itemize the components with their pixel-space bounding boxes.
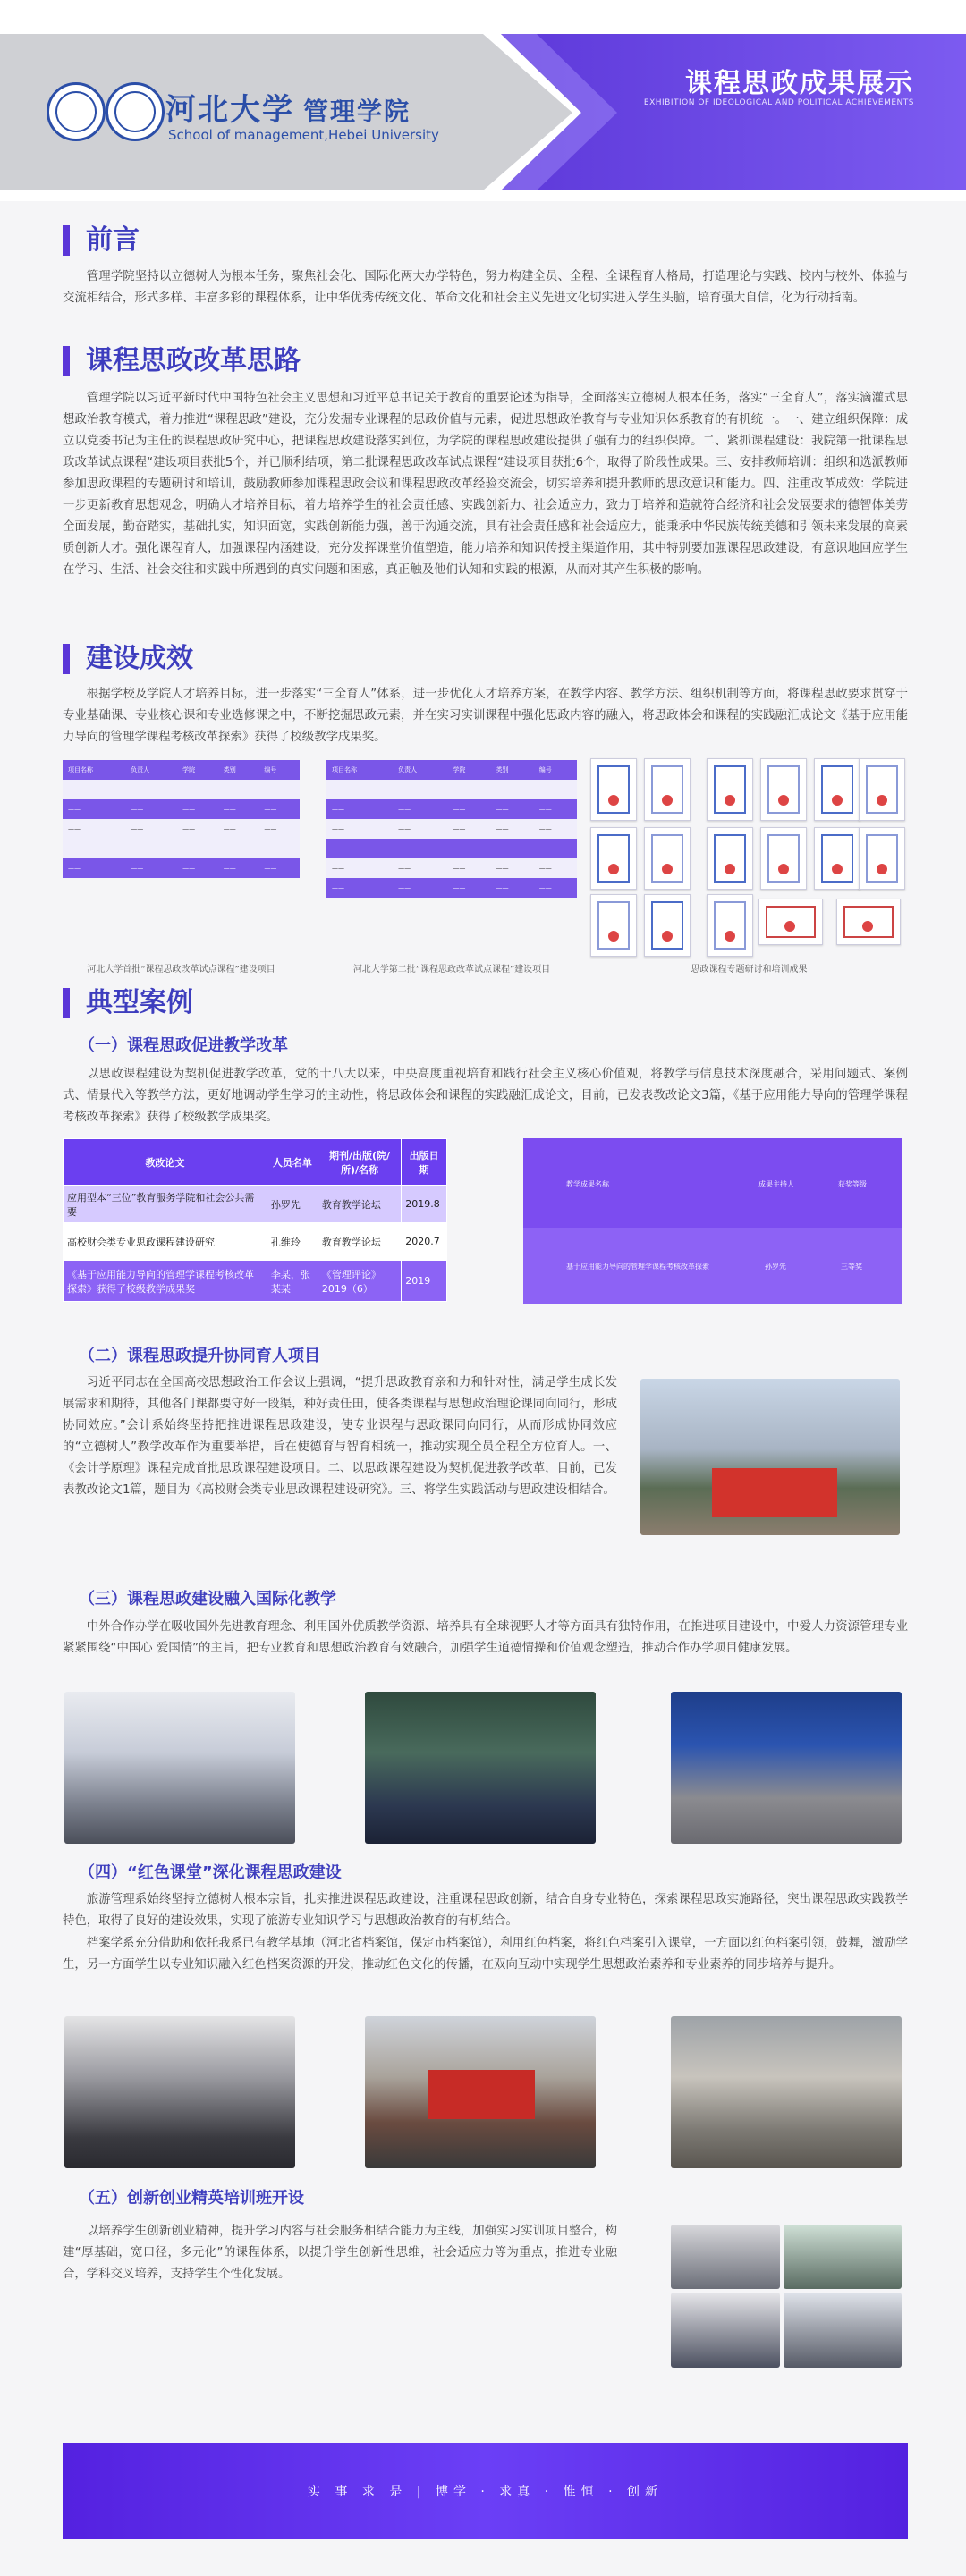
certificate-image	[644, 827, 691, 890]
training-photo-image	[671, 2293, 780, 2368]
university-seal-icon	[47, 82, 106, 141]
paper-table	[63, 1138, 447, 1302]
logo-text	[165, 85, 411, 129]
certificate-image	[644, 894, 691, 957]
award-level: 三等奖	[841, 1263, 862, 1271]
caption-first-batch: 河北大学首批“课程思政改革试点课程”建设项目	[87, 965, 275, 975]
red-flag-photo-image	[365, 2016, 596, 2168]
case-1-text: 以思政课程建设为契机促进教学改革，党的十八大以来，中央高度重视培育和践行社会主义核心价值观，将教学与信息技术深度融合，采用问题式、案例式、情景代入等教学方法，更好地调动学生学习的主动性，将思政体会和课程的实践融汇成论文，目前，已发表教改论文3篇，《基于应用能力导向的管理学课程考核改革探索》获得了校级教学成果奖。	[63, 1068, 908, 1124]
page-subtitle: EXHIBITION OF IDEOLOGICAL AND POLITICAL ACHIEVEMENTS	[643, 98, 914, 107]
archive-visit-photo-image	[671, 2016, 902, 2168]
caption-certificates: 思政课程专题研讨和培训成果	[691, 965, 808, 975]
training-photo-image	[784, 2225, 902, 2289]
section-title-reform: 课程思政改革思路	[63, 346, 301, 376]
paper-header-journal: 期刊/出版(院/所)/名称	[318, 1139, 401, 1186]
page-title: 课程思政成果展示	[685, 68, 914, 99]
certificate-image	[836, 899, 901, 945]
certificate-image	[590, 827, 637, 890]
certificate-image	[707, 827, 753, 890]
section-title-results: 建设成效	[63, 644, 193, 674]
paper-header-people: 人员名单	[267, 1139, 318, 1186]
case-3-title: （三）课程思政建设融入国际化教学	[79, 1590, 336, 1609]
certificate-image	[760, 827, 807, 890]
case-2-title: （二）课程思政提升协同育人项目	[79, 1347, 320, 1365]
results-text: 根据学校及学院人才培养目标，进一步落实“三全育人”体系，进一步优化人才培养方案，在教学内容、教学方法、组织机制等方面，将课程思政要求贯穿于专业基础课、专业核心课和专业选修课之中，不断挖掘思政元素，并在实习实训课程中强化思政内容的融入，将思政体会和课程的实践融汇成论文《基于应用能力导向的管理学课程考核改革探索》获得了校级教学成果奖。	[63, 688, 908, 744]
case-5-text: 以培养学生创新创业精神，提升学习内容与社会服务相结合能力为主线，加强实习实训项目整合，构建“厚基础，宽口径，多元化”的课程体系，以提升学生创新性思维，社会适应力等为重点，推进专业融合，学科交叉培养，支持学生个性化发展。	[63, 2225, 617, 2281]
seminar-photo-image	[64, 2016, 295, 2168]
certificate-image	[707, 758, 753, 821]
certificate-image	[814, 827, 860, 890]
training-photo-image	[784, 2293, 902, 2368]
logo-cn: 河北大学	[165, 92, 294, 128]
case-4-title: （四）“红色课堂”深化课程思政建设	[79, 1863, 342, 1882]
certificate-image	[707, 894, 753, 957]
award-name: 基于应用能力导向的管理学课程考核改革探索	[566, 1263, 709, 1271]
lecture-photo-image	[365, 1692, 596, 1844]
first-batch-table: 项目名称 负责人 学院 类别 编号 —— —— —— —— —— —— —— —— —— —— —— —— —— —— —— —— —— —— —— —— —— —— —— —— ——	[63, 760, 300, 878]
certificate-image	[814, 758, 860, 821]
caption-second-batch: 河北大学第二批“课程思政改革试点课程”建设项目	[352, 965, 551, 975]
group-photo-image	[640, 1379, 900, 1535]
footer-motto: 实 事 求 是 | 博学 · 求真 · 惟恒 · 创新	[307, 2485, 664, 2499]
case-3-text: 中外合作办学在吸收国外先进教育理念、利用国外优质教学资源、培养具有全球视野人才等方面具有独特作用，在推进项目建设中，中爱人力资源管理专业紧紧围绕“中国心 爱国情”的主旨，把专业教育和思想政治教育有效融合，加强学生道德情操和价值观念塑造，推动合作办学项目健康发展。	[63, 1620, 908, 1655]
case-5-title: （五）创新创业精英培训班开设	[79, 2189, 304, 2208]
paper-header-title: 教改论文	[64, 1139, 267, 1186]
table-row: 《基于应用能力导向的管理学课程考核改革探索》获得了校级教学成果奖 李某，张某某 《管理评论》2019（6） 2019	[64, 1261, 447, 1302]
classroom-photo-image	[64, 1692, 295, 1844]
award-header-host: 成果主持人	[758, 1180, 794, 1188]
school-seal-icon	[106, 82, 165, 141]
logo-en: School of management,Hebei University	[168, 127, 439, 143]
table-row: 高校财会类专业思政课程建设研究 孔维玲 教育教学论坛 2020.7	[64, 1223, 447, 1261]
certificate-image	[590, 758, 637, 821]
case-2-text: 习近平同志在全国高校思想政治工作会议上强调，“提升思政教育亲和力和针对性，满足学生成长发展需求和期待，其他各门课都要守好一段渠，种好责任田，使各类课程与思想政治理论课同向同行，形成协同效应。”会计系始终坚持把推进课程思政建设，使专业课程与思政课同向同行，从而形成协同效应的“立德树人”教学改革作为重要举措，旨在使德育与智育相统一，推动实现全员全程全方位育人。一、《会计学原理》课程完成首批思政课程建设项目。二、以思政课程建设为契机促进教学改革，目前，已发表教改论文1篇，题目为《高校财会类专业思政课程建设研究》。三、将学生实践活动与思政建设相结合。	[63, 1376, 617, 1497]
award-header-name: 教学成果名称	[566, 1180, 609, 1188]
certificate-image	[644, 758, 691, 821]
case-4-text-2: 档案学系充分借助和依托我系已有教学基地（河北省档案馆，保定市档案馆），利用红色档案，将红色档案引入课堂，一方面以红色档案引领，鼓舞，激励学生，另一方面学生以专业知识融入红色档案资源的开发，推动红色文化的传播，在双向互动中实现学生思想政治素养和专业素养的同步培养与提升。	[63, 1937, 908, 1972]
case-4-text: 旅游管理系始终坚持立德树人根本宗旨，扎实推进课程思政建设，注重课程思政创新，结合自身专业特色，探索课程思政实施路径，突出课程思政实践教学特色，取得了良好的建设效果，实现了旅游专业知识学习与思想政治教育的有机结合。	[63, 1893, 908, 1928]
second-batch-table: 项目名称 负责人 学院 类别 编号 —— —— —— —— —— —— —— —— —— —— —— —— —— —— —— —— —— —— —— —— —— —— —— —— —— —— —— —— —— ——	[326, 760, 577, 898]
paper-header-date: 出版日期	[402, 1139, 447, 1186]
training-photo-image	[671, 2225, 780, 2289]
case-1-title: （一）课程思政促进教学改革	[79, 1036, 288, 1055]
logo-dept: 管理学院	[303, 97, 411, 126]
award-table-row	[523, 1228, 902, 1304]
award-header-level: 获奖等级	[838, 1180, 867, 1188]
section-title-cases: 典型案例	[63, 988, 193, 1018]
footer-banner	[63, 2443, 908, 2539]
header	[0, 0, 966, 201]
red-banner-image	[712, 1468, 837, 1517]
award-table	[523, 1138, 902, 1304]
certificate-image	[859, 758, 905, 821]
table-row: 应用型本“三位”教育服务学院和社会公共需要 孙罗先 教育教学论坛 2019.8	[64, 1186, 447, 1223]
party-flag-image	[428, 2070, 535, 2119]
certificate-image	[590, 894, 637, 957]
section-title-preface: 前言	[63, 225, 140, 256]
reform-text: 管理学院以习近平新时代中国特色社会主义思想和习近平总书记关于教育的重要论述为指导，全面落实立德树人根本任务，落实“三全育人”，落实滴灌式思想政治教育模式，着力推进“课程思政”建设，充分发掘专业课程的思政价值与元素，促进思想政治教育与专业知识体系教育的有机统一。一、建立组织保障：成立以党委书记为主任的课程思政研究中心，把课程思政建设落实到位，为学院的课程思政建设提供了强有力的组织保障。二、紧抓课程建设：我院第一批课程思政改革试点课程“建设项目获批5个，并已顺利结项，第二批课程思政改革试点课程“建设项目获批6个，取得了阶段性成果。三、安排教师培训：组织和选派教师参加思政课程的专题研讨和培训，鼓励教师参加课程思政会议和课程思政改革经验交流会，切实培养和提升教师的思政意识和能力。四、注重改革成效：学院进一步更新教育思想观念，明确人才培养目标，着力培养学生的社会责任感、实践创新力、社会适应力，致力于培养和造就符合经济和社会发展要求的德智体美劳全面发展，勤奋踏实，基础扎实，知识面宽，实践创新能力强，善于沟通交流，具有社会责任感和社会适应力，能秉承中华民族传统美德和引领未来发展的高素质创新人才。强化课程育人，加强课程内涵建设，充分发挥课堂价值塑造，能力培养和知识传授主渠道作用，其中特别要加强课程思政建设，有意识地回应学生在学习、生活、社会交往和实践中所遇到的真实问题和困惑，真正触及他们认知和实践的根源，从而对其产生积极的影响。	[63, 392, 908, 577]
award-host: 孙罗先	[765, 1263, 786, 1271]
preface-text: 管理学院坚持以立德树人为根本任务，聚焦社会化、国际化两大办学特色，努力构建全员、全程、全课程育人格局，打造理论与实践、校内与校外、体验与交流相结合，形式多样、丰富多彩的课程体系，让中华优秀传统文化、革命文化和社会主义先进文化切实进入学生头脑，培育强大自信，化为行动指南。	[63, 270, 908, 305]
certificate-image	[760, 758, 807, 821]
award-table-header	[523, 1138, 902, 1229]
certificate-image	[758, 899, 823, 945]
ceremony-photo-image	[671, 1692, 902, 1844]
certificate-image	[859, 827, 905, 890]
